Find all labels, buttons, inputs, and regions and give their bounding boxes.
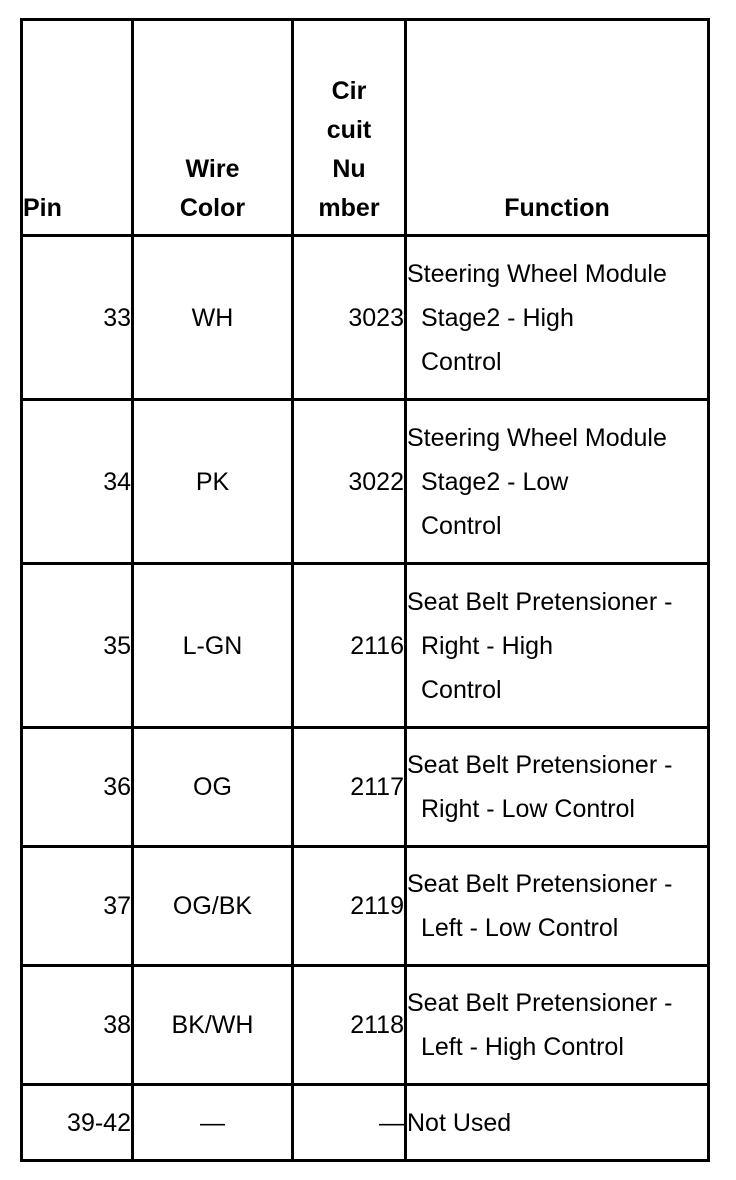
function-line: Seat Belt Pretensioner - — [407, 989, 673, 1017]
pin-cell: 38 — [22, 966, 133, 1085]
wire-color-cell: WH — [133, 236, 293, 400]
function-cell — [406, 400, 709, 564]
function-line: Seat Belt Pretensioner - — [407, 870, 673, 898]
function-cell — [406, 966, 709, 1085]
table-row — [22, 728, 709, 847]
wire-color-cell: — — [133, 1085, 293, 1161]
circuit-number-cell: — — [293, 1085, 406, 1161]
table-row — [22, 1085, 709, 1161]
circuit-number-cell: 2118 — [293, 966, 406, 1085]
header-circuit-line: cuit — [326, 116, 372, 144]
table-row — [22, 236, 709, 400]
function-cell — [406, 728, 709, 847]
function-cell — [406, 236, 709, 400]
function-line: Right - High — [421, 631, 553, 660]
circuit-number-cell: 3022 — [293, 400, 406, 564]
header-function: Function — [406, 20, 709, 236]
function-line: Not Used — [407, 1108, 512, 1137]
wire-color-cell: BK/WH — [133, 966, 293, 1085]
pin-cell: 33 — [22, 236, 133, 400]
table-row — [22, 966, 709, 1085]
circuit-number-cell: 3023 — [293, 236, 406, 400]
header-pin: Pin — [22, 20, 133, 236]
header-row — [22, 20, 709, 236]
function-cell — [406, 564, 709, 728]
wire-color-cell: PK — [133, 400, 293, 564]
pin-cell: 39-42 — [22, 1085, 133, 1161]
circuit-number-cell: 2116 — [293, 564, 406, 728]
header-wire-color — [133, 20, 293, 236]
function-line: Stage2 - Low — [421, 467, 569, 496]
pin-cell: 34 — [22, 400, 133, 564]
table-row — [22, 564, 709, 728]
table-row — [22, 400, 709, 564]
header-circuit-line: mber — [318, 194, 380, 222]
pin-cell: 37 — [22, 847, 133, 966]
function-line: Left - Low Control — [421, 914, 619, 942]
function-line: Control — [421, 347, 502, 376]
wire-color-cell: OG/BK — [133, 847, 293, 966]
function-line: Steering Wheel Module — [407, 259, 667, 288]
header-wire-color-line: Color — [179, 194, 246, 222]
header-circuit-line: Nu — [332, 155, 366, 183]
pin-cell: 36 — [22, 728, 133, 847]
circuit-number-cell: 2117 — [293, 728, 406, 847]
header-wire-color-line: Wire — [185, 155, 240, 183]
function-cell — [406, 847, 709, 966]
function-line: Stage2 - High — [421, 303, 574, 332]
header-circuit-number — [293, 20, 406, 236]
function-line: Seat Belt Pretensioner - — [407, 587, 673, 616]
table-row — [22, 847, 709, 966]
wire-color-cell: L-GN — [133, 564, 293, 728]
circuit-number-cell: 2119 — [293, 847, 406, 966]
wire-color-cell: OG — [133, 728, 293, 847]
function-line: Control — [421, 675, 502, 704]
function-cell — [406, 1085, 709, 1161]
function-line: Right - Low Control — [421, 795, 635, 823]
function-line: Steering Wheel Module — [407, 423, 667, 452]
function-line: Control — [421, 511, 502, 540]
function-line: Left - High Control — [421, 1033, 624, 1061]
pin-cell: 35 — [22, 564, 133, 728]
header-circuit-line: Cir — [331, 77, 367, 105]
function-line: Seat Belt Pretensioner - — [407, 751, 673, 779]
connector-pinout-table — [20, 18, 710, 1162]
